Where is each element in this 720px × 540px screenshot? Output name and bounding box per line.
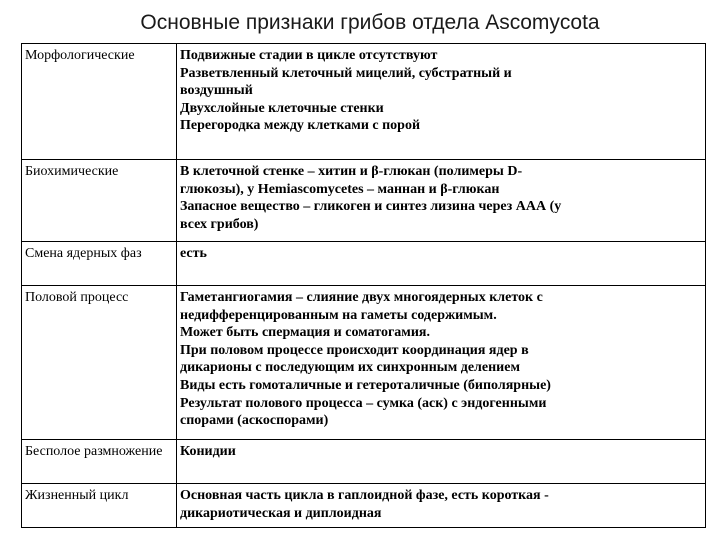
row-value-morphology <box>177 44 706 160</box>
row-value-biochemistry <box>177 160 706 242</box>
table-cell-line: спорами (аскоспорами) <box>180 413 329 429</box>
table-cell-line: недифференцированным на гаметы содержимым. <box>180 307 497 323</box>
row-label-nuclear-phases: Смена ядерных фаз <box>22 242 177 286</box>
row-label-biochemistry: Биохимические <box>22 160 177 242</box>
table-cell-line: Конидии <box>180 444 236 459</box>
table-row <box>22 484 706 528</box>
row-value-life-cycle <box>177 484 706 528</box>
table-row <box>22 286 706 440</box>
row-label-life-cycle: Жизненный цикл <box>22 484 177 528</box>
row-label-sexual-process: Половой процесс <box>22 286 177 440</box>
table-cell-line: дикарионы с последующим их синхронным делением <box>180 360 520 376</box>
table-cell-line: воздушный <box>180 83 253 99</box>
table-cell-line: Результат полового процесса – сумка (аск) с эндогенными <box>180 395 547 411</box>
table-row <box>22 242 706 286</box>
features-table <box>21 43 706 528</box>
row-value-asexual-reproduction <box>177 440 706 484</box>
table-row <box>22 44 706 160</box>
table-cell-line: глюкозы), у Hemiascomycetes – маннан и β-глюкан <box>180 181 500 197</box>
table-cell-line: Перегородка между клетками с порой <box>180 118 421 134</box>
row-value-nuclear-phases <box>177 242 706 286</box>
table-cell-line: Двухслойные клеточные стенки <box>180 100 384 116</box>
table-cell-line: Подвижные стадии в цикле отсутствуют <box>180 48 438 63</box>
table-row <box>22 440 706 484</box>
row-value-sexual-process <box>177 286 706 440</box>
table-cell-line: есть <box>180 246 207 261</box>
page-title: Основные признаки грибов отдела Ascomycota <box>140 11 600 34</box>
row-label-morphology: Морфологические <box>22 44 177 160</box>
table-cell-line: дикариотическая и диплоидная <box>180 505 382 521</box>
row-label-asexual-reproduction: Бесполое размножение <box>22 440 177 484</box>
table-cell-line: Запасное вещество – гликоген и синтез лизина через ААА (у <box>180 199 562 215</box>
table-cell-line: При половом процессе происходит координация ядер в <box>180 342 529 358</box>
table-cell-line: Основная часть цикла в гаплоидной фазе, есть короткая - <box>180 488 549 503</box>
table-row <box>22 160 706 242</box>
table-cell-line: Разветвленный клеточный мицелий, субстратный и <box>180 65 512 81</box>
table-cell-line: Виды есть гомоталичные и гетероталичные (биполярные) <box>180 377 551 393</box>
table-cell-line: В клеточной стенке – хитин и β-глюкан (полимеры D- <box>180 164 523 179</box>
table-cell-line: Может быть спермация и соматогамия. <box>180 325 430 341</box>
table-cell-line: всех грибов) <box>180 216 259 232</box>
table-cell-line: Гаметангиогамия – слияние двух многоядерных клеток с <box>180 290 543 305</box>
